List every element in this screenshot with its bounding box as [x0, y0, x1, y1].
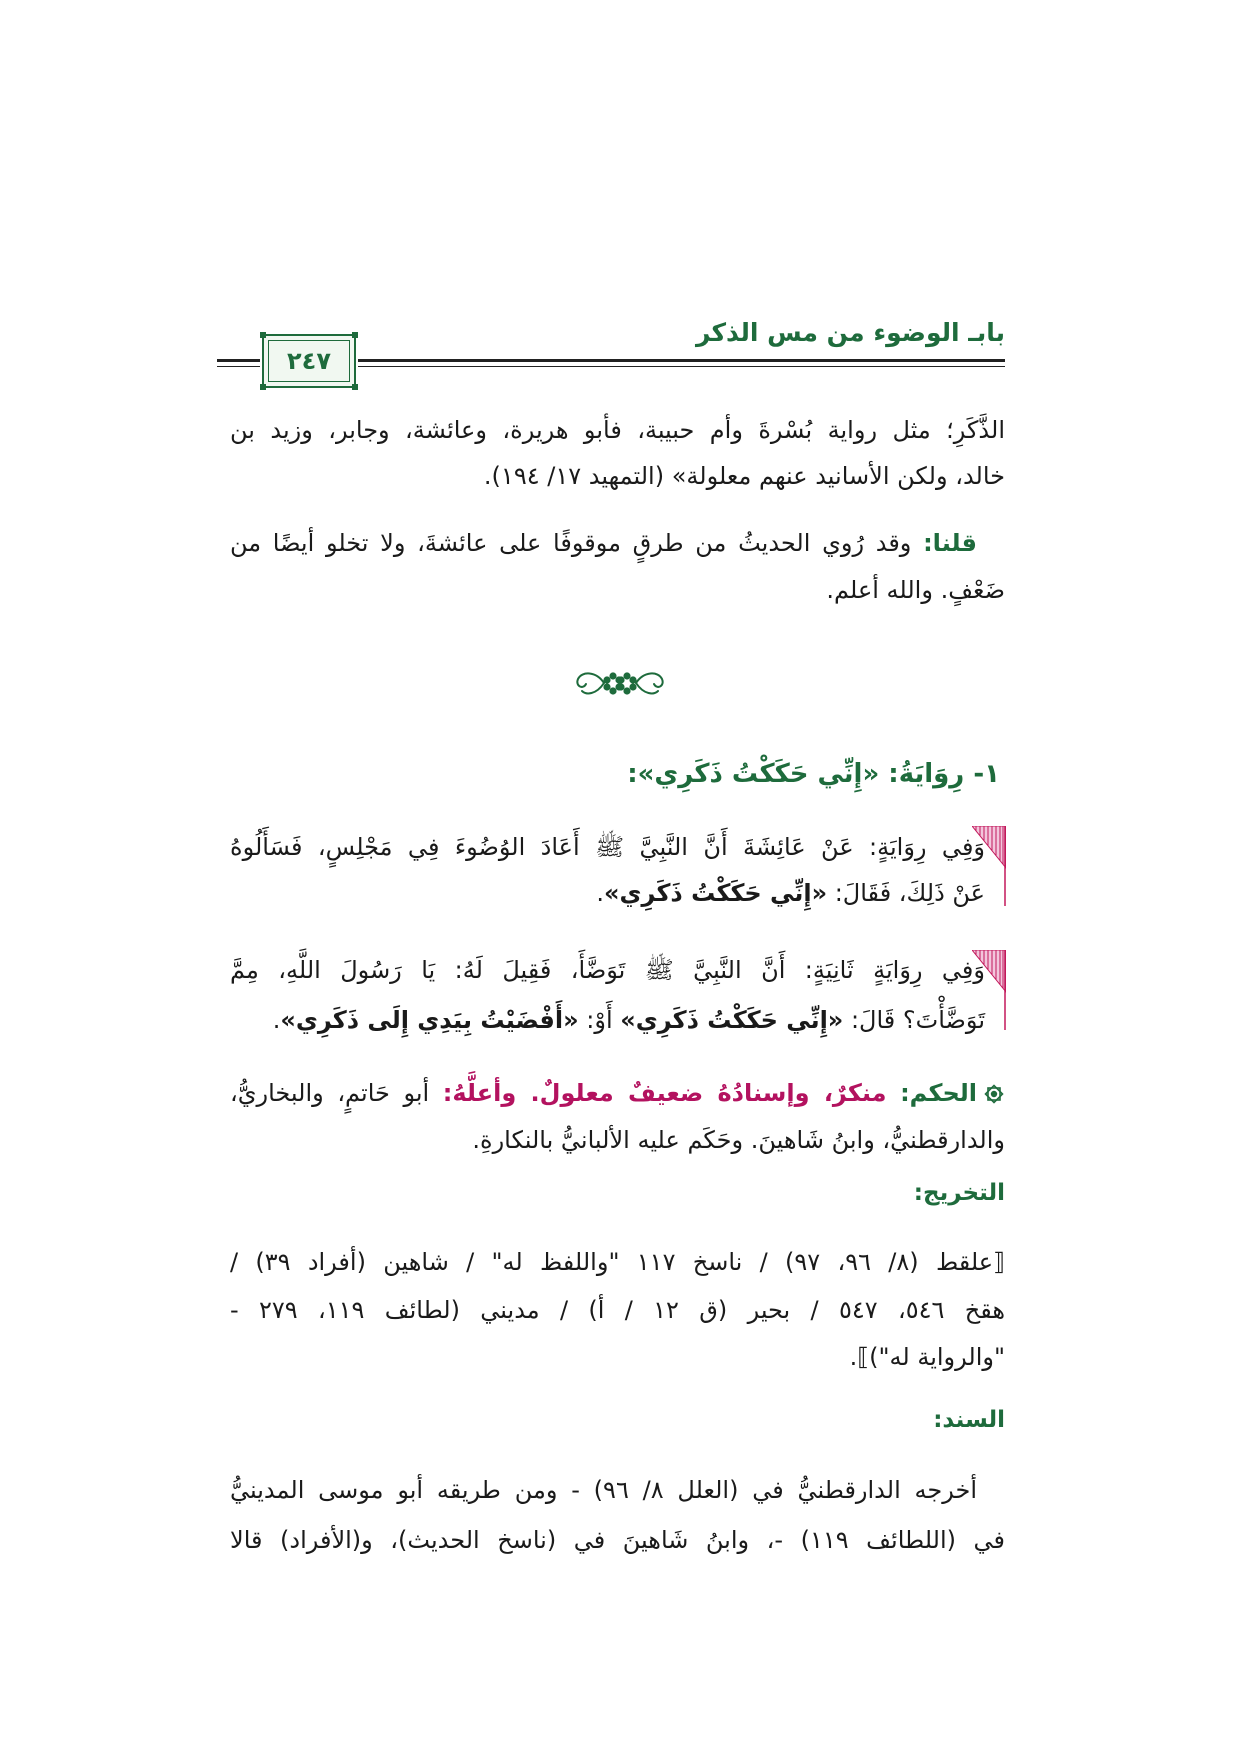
takhrij-line: ⟦علقط (٨/ ٩٦، ٩٧) / ناسخ ١١٧ "واللفظ له" / شاهين (أفراد ٣٩) /	[230, 1248, 1006, 1276]
qulna-label: قلنا:	[923, 529, 977, 557]
riwaya2-or: أَوْ:	[586, 1006, 613, 1034]
riwaya1-text: عَنْ ذَلِكَ، فَقَالَ:	[834, 879, 985, 907]
hukm-line	[230, 1071, 1005, 1115]
chapter-title: بابـ الوضوء من مس الذكر	[695, 318, 1005, 347]
hukm-text: أبو حَاتمٍ، والبخاريُّ،	[230, 1079, 430, 1107]
intro-line: الذَّكَرِ؛ مثل رواية بُسْرةَ وأم حبيبة، فأبو هريرة، وعائشة، وجابر، وزيد بن	[230, 416, 1005, 444]
qulna-line-2: ضَعْفٍ. والله أعلم.	[826, 576, 1005, 604]
sanad-line: أخرجه الدارقطنيُّ في (العلل ٨/ ٩٦) - ومن طريقه أبو موسى المدينيُّ	[230, 1476, 978, 1504]
hadith-quote: «إِنِّي حَكَكْتُ ذَكَرِي»	[620, 1006, 844, 1034]
header-double-rule	[358, 359, 1005, 367]
hukm-label: الحكم:	[900, 1079, 977, 1107]
hadith-quote: «إِنِّي حَكَكْتُ ذَكَرِي»	[604, 879, 828, 907]
qulna-text: وقد رُوي الحديثُ من طرقٍ موقوفًا على عائشةَ، ولا تخلو أيضًا من	[230, 529, 912, 557]
riwaya1-line: وَفِي رِوَايَةٍ: عَنْ عَائِشَةَ أَنَّ النَّبِيَّ ﷺ أَعَادَ الوُضُوءَ فِي مَجْلِسٍ، فَسَأَلُوهُ	[230, 833, 985, 861]
rosette-icon	[983, 1083, 1005, 1105]
punctuation: .	[596, 879, 605, 907]
riwaya2-line: وَفِي رِوَايَةٍ ثَانِيَةٍ: أَنَّ النَّبِيَّ ﷺ تَوَضَّأَ، فَقِيلَ لَهُ: يَا رَسُولَ اللَّهِ، مِمَّ	[230, 956, 985, 984]
section-heading: ١- رِوَايَةُ: «إِنِّي حَكَكْتُ ذَكَرِي»:	[627, 759, 1000, 789]
punctuation: .	[272, 1006, 281, 1034]
hadith-quote-alt: «أَفْضَيْتُ بِيَدِي إِلَى ذَكَرِي»	[280, 1006, 579, 1034]
qulna-line	[230, 521, 1005, 565]
takhrij-line: "والرواية له")⟧.	[849, 1343, 1005, 1371]
riwaya1-line-2	[230, 871, 985, 915]
page-number: ٢٤٧	[287, 347, 331, 375]
riwaya2-line-2	[230, 998, 985, 1042]
hukm-verdict: منكرٌ، وإسنادُهُ ضعيفٌ معلولٌ. وأعلَّهُ:	[442, 1079, 887, 1107]
hukm-line-2: والدارقطنيُّ، وابنُ شَاهينَ. وحَكَم عليه الألبانيُّ بالنكارةِ.	[472, 1126, 1005, 1154]
takhrij-line: هقخ ٥٤٦، ٥٤٧ / بحير (ق ١٢ / أ) / مديني (لطائف ١١٩، ٢٧٩ -	[230, 1296, 1006, 1324]
sanad-heading: السند:	[933, 1407, 1005, 1433]
flourish-divider-icon	[570, 665, 670, 701]
header-double-rule-left	[217, 359, 260, 367]
riwaya2-text: تَوَضَّأْتَ؟ قَالَ:	[850, 1006, 985, 1034]
sanad-line: في (اللطائف ١١٩) -، وابنُ شَاهينَ في (ناسخ الحديث)، و(الأفراد) قالا	[230, 1526, 1006, 1554]
intro-line: خالد، ولكن الأسانيد عنهم معلولة» (التمهيد ١٧/ ١٩٤).	[483, 462, 1005, 490]
page-number-frame	[262, 334, 356, 388]
takhrij-heading: التخريج:	[913, 1180, 1005, 1206]
